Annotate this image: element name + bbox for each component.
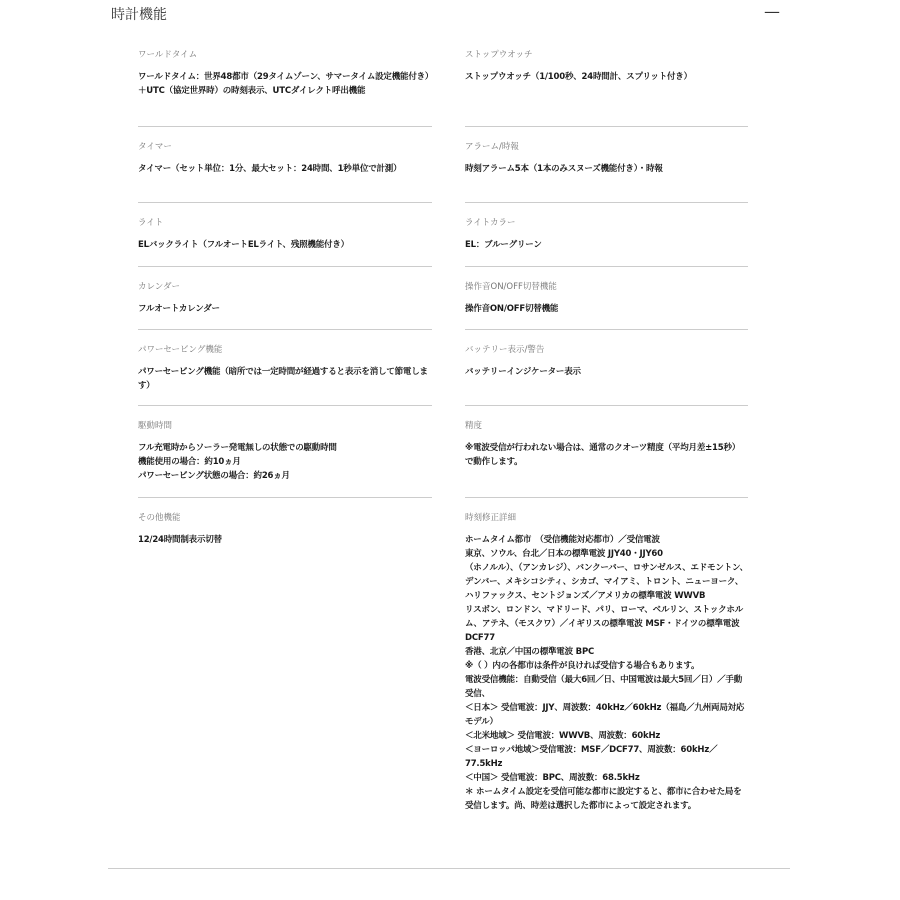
- spec-label: 時刻修正詳細: [465, 513, 517, 523]
- spec-grid: [138, 45, 748, 868]
- spec-value: 時刻アラーム5本（1本のみスヌーズ機能付き）・時報: [465, 164, 663, 174]
- spec-label: 操作音ON/OFF切替機能: [465, 282, 557, 292]
- spec-item: [138, 330, 432, 406]
- spec-value: パワーセービング機能（暗所では一定時間が経過すると表示を消して節電します）: [138, 367, 428, 391]
- spec-value: ※電波受信が行われない場合は、通常のクオーツ精度（平均月差±15秒）で動作します。: [465, 443, 741, 467]
- spec-label: 精度: [465, 421, 483, 431]
- spec-label: タイマー: [138, 142, 172, 152]
- spec-item: [465, 330, 748, 406]
- spec-label: アラーム/時報: [465, 142, 519, 152]
- spec-item: [138, 267, 432, 330]
- spec-label: バッテリー表示/警告: [465, 345, 545, 355]
- spec-label: ライトカラー: [465, 218, 516, 228]
- spec-value: EL：ブルーグリーン: [465, 240, 542, 250]
- spec-item: [138, 406, 432, 498]
- spec-value: ワールドタイム：世界48都市（29タイムゾーン、サマータイム設定機能付き）＋UTC（協定世界時）の時刻表示、UTCダイレクト呼出機能: [138, 72, 429, 96]
- spec-item: [465, 203, 748, 267]
- spec-label: その他機能: [138, 513, 181, 523]
- spec-item: [465, 406, 748, 498]
- spec-value: ホームタイム都市 （受信機能対応都市）／受信電波 東京、ソウル、台北／日本の標準電波 JJY40・JJY60 （ホノルル）、（アンカレジ）、バンクーバー、ロサンゼルス、エドモントン、デンバー、メキシコシティ、シカゴ、マイアミ、トロント、ニューヨーク、ハリファックス、セントジョンズ／アメリカの標準電波 WWVB リスボン、ロンドン、マドリード、パリ、ローマ、ベルリン、ストックホルム、アテネ、（モスクワ）／イギリスの標準電波 MSF・ドイツの標準電波 DCF77 香港、北京／中国の標準電波 BPC ※（ ）内の各都市は条件が良ければ受信する場合もあります。 電波受信機能：自動受信（最大6回／日、中国電波は最大5回／日）／手動受信、 ＜日本＞ 受信電波：JJY、周波数：40kHz／60kHz（福島／九州両局対応モデル） ＜北米地域＞ 受信電波：WWVB、周波数：60kHz ＜ヨーロッパ地域＞受信電波：MSF／DCF77、周波数：60kHz／77.5kHz ＜中国＞ 受信電波：BPC、周波数：68.5kHz ＊ ホームタイム設定を受信可能な都市に設定すると、都市に合わせた局を受信します。尚、時差は選択した都市によって設定されます。: [465, 535, 748, 811]
- spec-item: [138, 45, 432, 127]
- spec-value: フル充電時からソーラー発電無しの状態での駆動時間 機能使用の場合：約10ヵ月 パワーセービング状態の場合：約26ヵ月: [138, 443, 337, 481]
- spec-value: 12/24時間制表示切替: [138, 535, 222, 545]
- spec-item: [138, 498, 432, 868]
- spec-item: [465, 267, 748, 330]
- spec-value: 操作音ON/OFF切替機能: [465, 304, 559, 314]
- spec-label: ストップウオッチ: [465, 50, 533, 60]
- spec-value: ELバックライト（フルオートELライト、残照機能付き）: [138, 240, 349, 250]
- section-title: 時計機能: [111, 7, 167, 23]
- spec-label: 駆動時間: [138, 421, 173, 431]
- collapse-button[interactable]: —: [764, 2, 780, 21]
- spec-label: パワーセービング機能: [138, 345, 223, 355]
- spec-item: [465, 127, 748, 203]
- spec-item: [465, 45, 748, 127]
- spec-item: [465, 498, 748, 868]
- spec-value: タイマー（セット単位：1分、最大セット：24時間、1秒単位で計測）: [138, 164, 402, 174]
- spec-label: ワールドタイム: [138, 50, 198, 60]
- section-divider: [108, 868, 790, 869]
- spec-label: ライト: [138, 218, 164, 228]
- spec-value: フルオートカレンダー: [138, 304, 220, 314]
- spec-label: カレンダー: [138, 282, 180, 292]
- spec-item: [138, 203, 432, 267]
- spec-item: [138, 127, 432, 203]
- spec-value: ストップウオッチ（1/100秒、24時間計、スプリット付き）: [465, 72, 692, 82]
- spec-value: バッテリーインジケーター表示: [465, 367, 581, 377]
